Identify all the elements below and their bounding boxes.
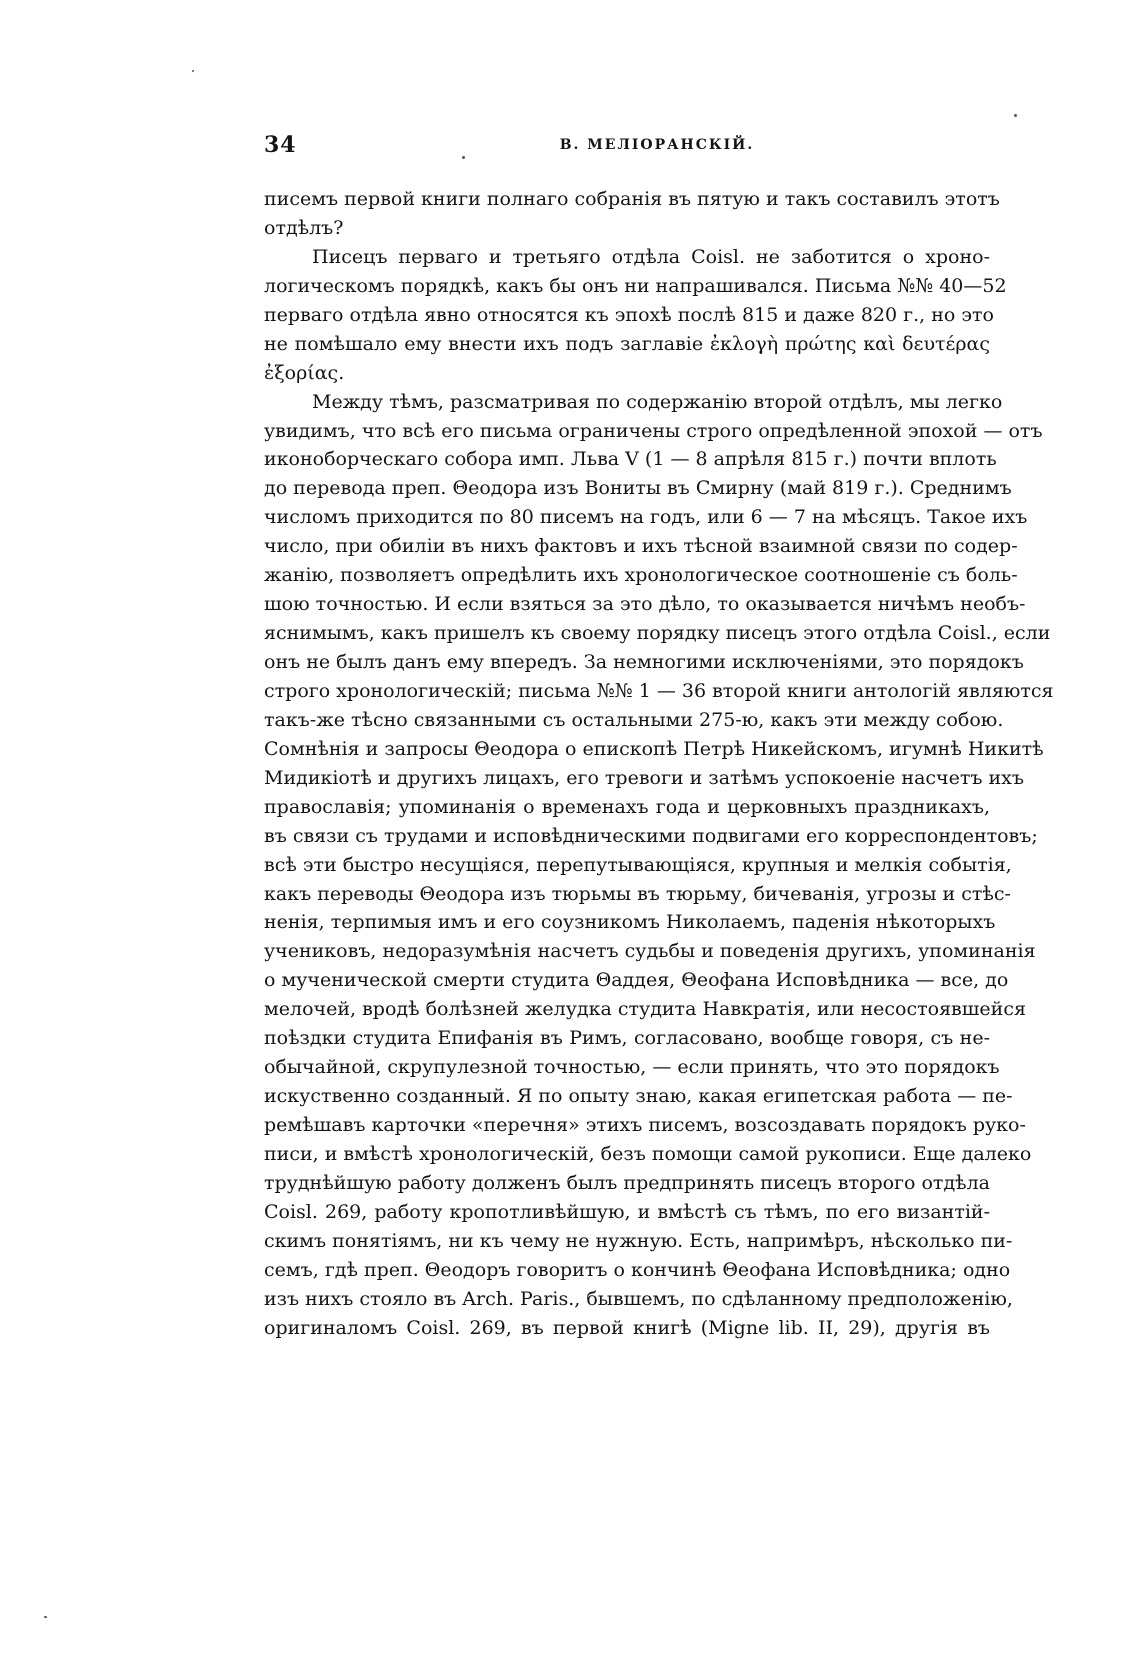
text-line: Мидикіотѣ и другихъ лицахъ, его тревоги и затѣмъ успокоеніе насчетъ ихъ <box>264 766 1024 789</box>
text-line: Coisl. 269, работу кропотливѣйшую, и вмѣстѣ съ тѣмъ, по его византій- <box>264 1200 990 1223</box>
text-line: о мученической смерти студита Θаддея, Θеофана Исповѣдника — все, до <box>264 969 1009 992</box>
text-line: ἐξορίας. <box>264 361 345 384</box>
text-line: въ связи съ трудами и исповѣдническими подвигами его корреспондентовъ; <box>264 824 1038 847</box>
body-text <box>264 185 1054 1343</box>
text-line: шою точностью. И если взяться за это дѣло, то оказывается ничѣмъ необъ- <box>264 593 1026 616</box>
text-line: оригиналомъ Coisl. 269, въ первой книгѣ (Migne lib. II, 29), другія въ <box>264 1316 990 1339</box>
scan-speck <box>44 1616 47 1618</box>
text-line: число, при обиліи въ нихъ фактовъ и ихъ тѣсной взаимной связи по содер- <box>264 535 1018 558</box>
text-line: ремѣшавъ карточки «перечня» этихъ писемъ, возсоздавать порядокъ руко- <box>264 1114 1026 1136</box>
text-line: скимъ понятіямъ, ни къ чему не нужную. Есть, напримѣръ, нѣсколько пи- <box>264 1229 1013 1252</box>
text-line: жанію, позволяетъ опредѣлить ихъ хронологическое соотношеніе съ боль- <box>264 564 1018 587</box>
text-line: обычайной, скрупулезной точностью, — если принять, что это порядокъ <box>264 1056 1000 1079</box>
text-line: увидимъ, что всѣ его письма ограничены строго опредѣленной эпохой — отъ <box>264 419 1043 442</box>
scan-speck <box>1014 114 1017 117</box>
page-header <box>264 132 990 162</box>
text-line: строго хронологическій; письма №№ 1 — 36 второй книги антологій являются <box>264 679 1054 702</box>
running-head: В. МЕЛІОРАНСКІЙ. <box>559 137 755 153</box>
text-line: отдѣлъ? <box>264 216 344 239</box>
text-line: писи, и вмѣстѣ хронологическій, безъ помощи самой рукописи. Еще далеко <box>264 1142 1032 1165</box>
scan-speck <box>192 70 194 72</box>
text-line: учениковъ, недоразумѣнія насчетъ судьбы и поведенія другихъ, упоминанія <box>264 940 1036 963</box>
page-number: 34 <box>264 132 297 158</box>
text-line: изъ нихъ стояло въ Arch. Paris., бывшемъ, по сдѣланному предположенію, <box>264 1287 1013 1310</box>
scan-speck <box>462 156 465 159</box>
text-line: православія; упоминанія о временахъ года и церковныхъ праздникахъ, <box>264 795 990 818</box>
text-line: онъ не былъ данъ ему впередъ. За немногими исключеніями, это порядокъ <box>264 651 1024 673</box>
text-line: Писецъ перваго и третьяго отдѣла Coisl. не заботится о хроно- <box>312 245 990 268</box>
text-line: до перевода преп. Θеодора изъ Вониты въ Смирну (май 819 г.). Среднимъ <box>264 477 1012 500</box>
text-line: писемъ первой книги полнаго собранія въ пятую и такъ составилъ этотъ <box>264 188 1000 210</box>
text-line: не помѣшало ему внести ихъ подъ заглавіе ἐκλογὴ πρώτης καὶ δευτέρας <box>264 332 990 355</box>
text-line: семъ, гдѣ преп. Θеодоръ говоритъ о кончинѣ Θеофана Исповѣдника; одно <box>264 1258 1011 1281</box>
text-line: мелочей, вродѣ болѣзней желудка студита Навкратія, или несостоявшейся <box>264 998 1026 1021</box>
text-line: перваго отдѣла явно относятся къ эпохѣ послѣ 815 и даже 820 г., но это <box>264 303 994 326</box>
text-line: такъ-же тѣсно связанными съ остальными 275-ю, какъ эти между собою. <box>264 708 1004 731</box>
text-line: искуственно созданный. Я по опыту знаю, какая египетская работа — пе- <box>264 1085 1013 1108</box>
text-line: поѣздки студита Епифанія въ Римъ, согласовано, вообще говоря, съ не- <box>264 1027 990 1050</box>
text-line: труднѣйшую работу долженъ былъ предпринять писецъ второго отдѣла <box>264 1171 990 1194</box>
text-line: яснимымъ, какъ пришелъ къ своему порядку писецъ этого отдѣла Coisl., если <box>264 622 1051 645</box>
text-line: какъ переводы Θеодора изъ тюрьмы въ тюрьму, бичеванія, угрозы и стѣс- <box>264 882 1011 905</box>
text-line: иконоборческаго собора имп. Льва V (1 — 8 апрѣля 815 г.) почти вплоть <box>264 448 997 471</box>
text-line: Между тѣмъ, разсматривая по содержанію второй отдѣлъ, мы легко <box>312 390 1003 413</box>
text-line: логическомъ порядкѣ, какъ бы онъ ни напрашивался. Письма №№ 40—52 <box>264 274 1007 297</box>
text-line: всѣ эти быстро несущіяся, перепутывающіяся, крупныя и мелкія событія, <box>264 853 1012 876</box>
text-line: числомъ приходится по 80 писемъ на годъ, или 6 — 7 на мѣсяцъ. Такое ихъ <box>264 506 1028 529</box>
text-line: ненія, терпимыя имъ и его соузникомъ Николаемъ, паденія нѣкоторыхъ <box>264 911 996 934</box>
text-line: Сомнѣнія и запросы Θеодора о епископѣ Петрѣ Никейскомъ, игумнѣ Никитѣ <box>264 737 1044 760</box>
